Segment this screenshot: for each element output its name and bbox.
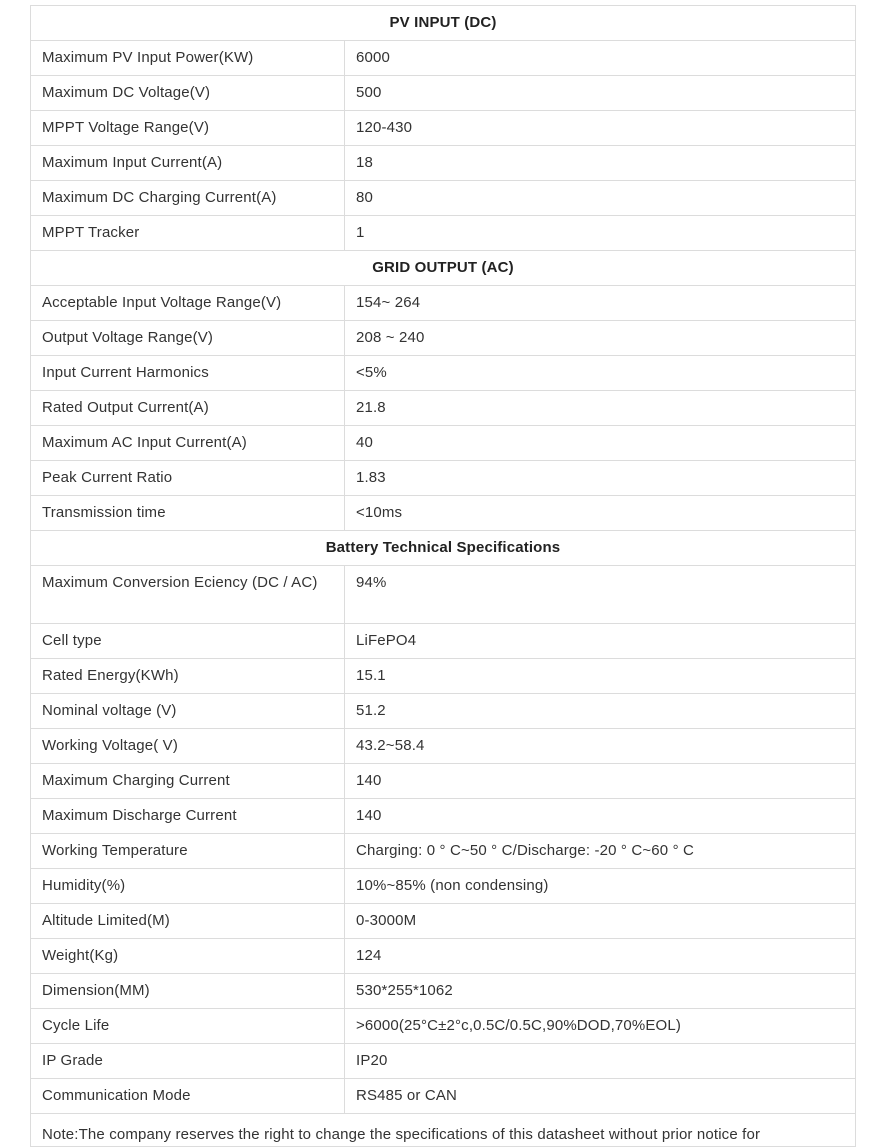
spec-value: 140 xyxy=(345,764,856,799)
spec-value: <10ms xyxy=(345,496,856,531)
table-row xyxy=(31,146,856,181)
table-row xyxy=(31,286,856,321)
spec-value: 18 xyxy=(345,146,856,181)
spec-table-body xyxy=(31,6,856,1147)
table-row xyxy=(31,694,856,729)
spec-value: LiFePO4 xyxy=(345,624,856,659)
table-row xyxy=(31,461,856,496)
table-row xyxy=(31,1079,856,1114)
spec-value: 1 xyxy=(345,216,856,251)
table-row xyxy=(31,111,856,146)
spec-value: 140 xyxy=(345,799,856,834)
table-row xyxy=(31,1044,856,1079)
table-row xyxy=(31,834,856,869)
spec-label: Cell type xyxy=(31,624,345,659)
section-heading-battery: Battery Technical Specifications xyxy=(31,531,856,566)
table-row xyxy=(31,1009,856,1044)
table-row xyxy=(31,869,856,904)
spec-value: 154~ 264 xyxy=(345,286,856,321)
section-heading-pv-input: PV INPUT (DC) xyxy=(31,6,856,41)
note-row xyxy=(31,1114,856,1147)
spec-label: Output Voltage Range(V) xyxy=(31,321,345,356)
spec-value: 1.83 xyxy=(345,461,856,496)
spec-label: Weight(Kg) xyxy=(31,939,345,974)
table-row xyxy=(31,659,856,694)
table-row xyxy=(31,356,856,391)
section-header xyxy=(31,251,856,286)
spec-label: Altitude Limited(M) xyxy=(31,904,345,939)
spec-value: 530*255*1062 xyxy=(345,974,856,1009)
section-header xyxy=(31,531,856,566)
spec-label: Transmission time xyxy=(31,496,345,531)
spec-label: Communication Mode xyxy=(31,1079,345,1114)
datasheet-note: Note:The company reserves the right to change the specifications of this datasheet without prior notice for xyxy=(31,1114,856,1147)
spec-value: 43.2~58.4 xyxy=(345,729,856,764)
table-row xyxy=(31,181,856,216)
spec-label: Dimension(MM) xyxy=(31,974,345,1009)
spec-label: Acceptable Input Voltage Range(V) xyxy=(31,286,345,321)
spec-label: MPPT Tracker xyxy=(31,216,345,251)
spec-label: Cycle Life xyxy=(31,1009,345,1044)
spec-value: IP20 xyxy=(345,1044,856,1079)
spec-value: 124 xyxy=(345,939,856,974)
spec-label: Humidity(%) xyxy=(31,869,345,904)
spec-value: 80 xyxy=(345,181,856,216)
table-row xyxy=(31,216,856,251)
spec-value: RS485 or CAN xyxy=(345,1079,856,1114)
spec-value: 0-3000M xyxy=(345,904,856,939)
table-row xyxy=(31,321,856,356)
spec-label: Rated Energy(KWh) xyxy=(31,659,345,694)
table-row xyxy=(31,799,856,834)
spec-value: 120-430 xyxy=(345,111,856,146)
spec-value: >6000(25°C±2°c,0.5C/0.5C,90%DOD,70%EOL) xyxy=(345,1009,856,1044)
spec-value: 21.8 xyxy=(345,391,856,426)
table-row xyxy=(31,974,856,1009)
table-row xyxy=(31,496,856,531)
table-row xyxy=(31,764,856,799)
spec-table xyxy=(30,5,856,1147)
spec-label: Maximum DC Charging Current(A) xyxy=(31,181,345,216)
spec-value: 208 ~ 240 xyxy=(345,321,856,356)
spec-value: 40 xyxy=(345,426,856,461)
table-row xyxy=(31,624,856,659)
spec-label: Maximum Conversion Eciency (DC / AC) xyxy=(31,566,345,624)
spec-label: Peak Current Ratio xyxy=(31,461,345,496)
table-row xyxy=(31,426,856,461)
spec-label: Maximum DC Voltage(V) xyxy=(31,76,345,111)
spec-label: MPPT Voltage Range(V) xyxy=(31,111,345,146)
spec-label: Nominal voltage (V) xyxy=(31,694,345,729)
table-row xyxy=(31,566,856,624)
table-row xyxy=(31,76,856,111)
spec-value: 15.1 xyxy=(345,659,856,694)
spec-label: Maximum Charging Current xyxy=(31,764,345,799)
table-row xyxy=(31,939,856,974)
spec-value: 500 xyxy=(345,76,856,111)
table-row xyxy=(31,391,856,426)
section-heading-grid-output: GRID OUTPUT (AC) xyxy=(31,251,856,286)
spec-label: Input Current Harmonics xyxy=(31,356,345,391)
spec-label: Rated Output Current(A) xyxy=(31,391,345,426)
spec-value: <5% xyxy=(345,356,856,391)
table-row xyxy=(31,729,856,764)
spec-value: 10%~85% (non condensing) xyxy=(345,869,856,904)
spec-value: Charging: 0 ° C~50 ° C/Discharge: -20 ° C~60 ° C xyxy=(345,834,856,869)
spec-label: Working Temperature xyxy=(31,834,345,869)
table-row xyxy=(31,904,856,939)
spec-label: Maximum AC Input Current(A) xyxy=(31,426,345,461)
section-header xyxy=(31,6,856,41)
spec-label: Working Voltage( V) xyxy=(31,729,345,764)
spec-value: 51.2 xyxy=(345,694,856,729)
spec-value: 94% xyxy=(345,566,856,624)
spec-label: Maximum Discharge Current xyxy=(31,799,345,834)
table-row xyxy=(31,41,856,76)
spec-label: Maximum PV Input Power(KW) xyxy=(31,41,345,76)
spec-label: Maximum Input Current(A) xyxy=(31,146,345,181)
spec-value: 6000 xyxy=(345,41,856,76)
spec-label: IP Grade xyxy=(31,1044,345,1079)
